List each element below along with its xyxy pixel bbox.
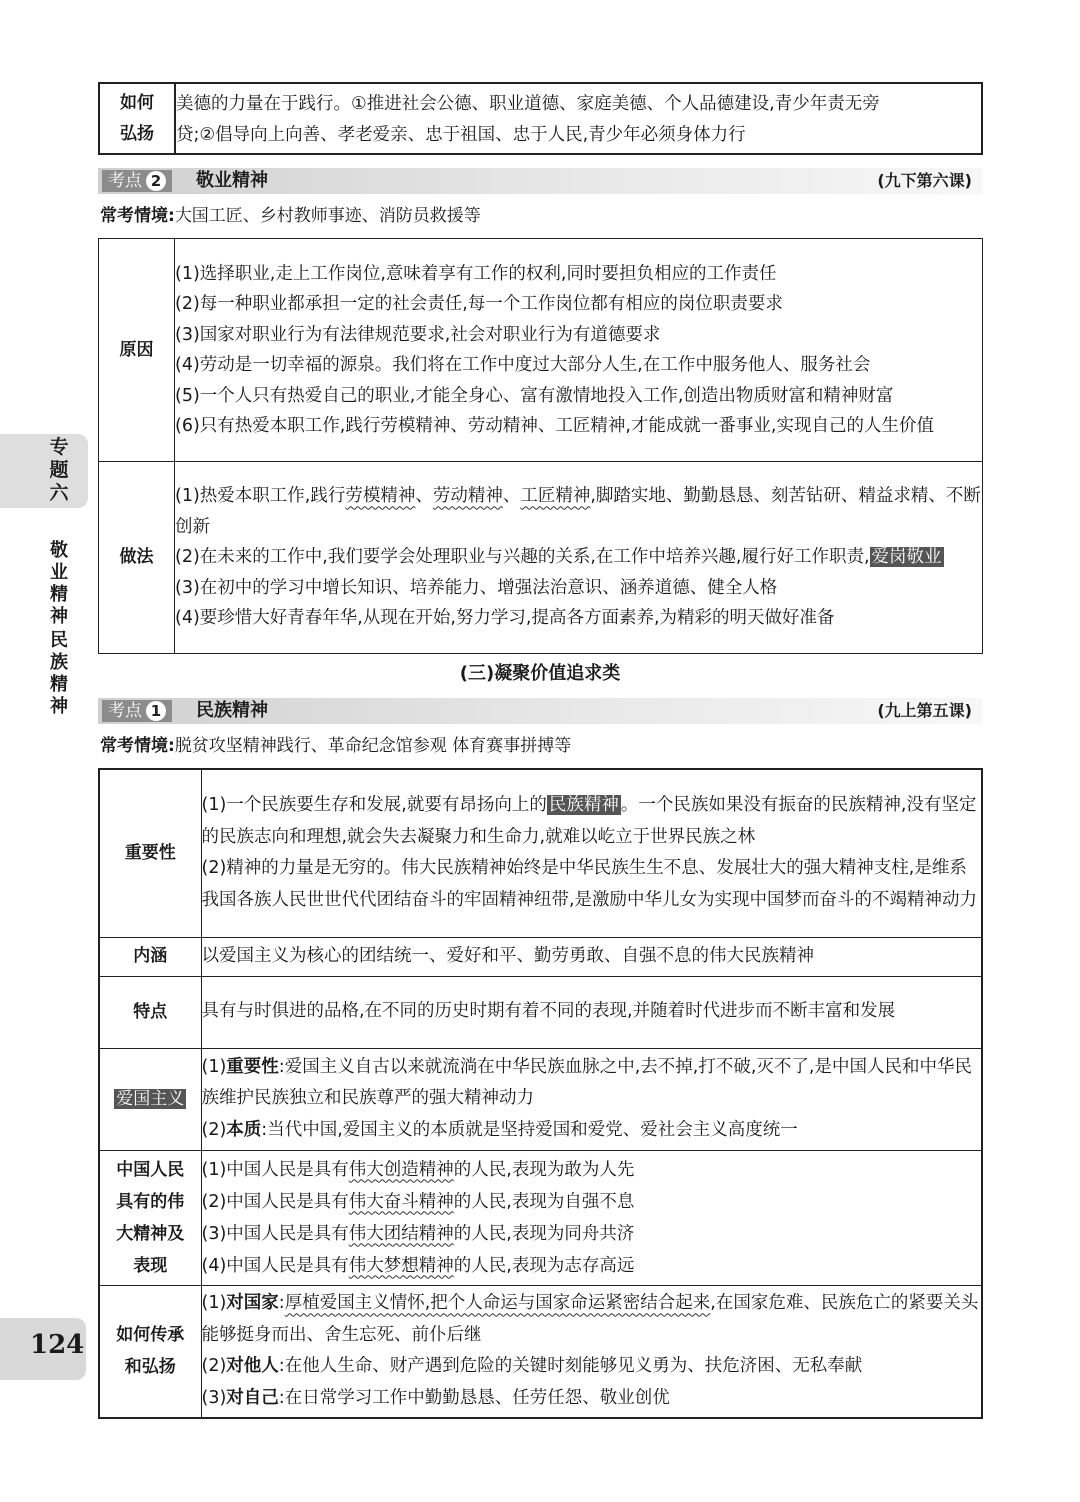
kaodian-1-badge: 考点 1 (102, 700, 172, 722)
kaodian-1-source: (九上第五课) (877, 701, 972, 720)
kaodian-2-scenario: 常考情境:大国工匠、乡村教师事迹、消防员救援等 (100, 206, 481, 226)
reason-content: (1)选择职业,走上工作岗位,意味着享有工作的权利,同时要担负相应的工作责任 (2)每一种职业都承担一定的社会责任,每一个工作岗位都有相应的岗位职责要求 (3)国家对职业行为有法律规范要求,社会对职业行为有道德要求 (4)劳动是一切幸福的源泉。我们将在工作中度过大部分人生,在工作中服务他人、服务社会 (5)一个人只有热爱自己的职业,才能全身心、富有激情地投入工作,创造出物质财富和精神财富 (6)只有热爱本职工作,践行劳模精神、劳动精神、工匠精神,才能成就一番事业,实现自己的人生价值 (175, 239, 983, 462)
kaodian-1-title: 民族精神 (196, 700, 268, 721)
side-sub1: 敬业精神 (50, 540, 68, 627)
importance-label: 重要性 (99, 769, 201, 937)
feature-label: 特点 (99, 976, 201, 1048)
kaodian-2-source: (九下第六课) (877, 171, 972, 190)
section-title: (三)凝聚价值追求类 (459, 663, 621, 684)
how-promote-label: 如何弘扬 (99, 83, 175, 154)
connotation-content: 以爱国主义为核心的团结统一、爱好和平、勤劳勇敢、自强不息的伟大民族精神 (201, 937, 982, 976)
virtue-table (98, 82, 983, 155)
side-sub2: 民族精神 (50, 630, 68, 717)
kaodian-1-bar (98, 698, 982, 724)
highlight-minzu: 民族精神 (548, 795, 619, 816)
patriotism-label: 爱国主义 (99, 1048, 201, 1150)
page-number: 124 (30, 1330, 85, 1360)
reason-label: 原因 (99, 239, 175, 462)
kaodian-2-title: 敬业精神 (196, 170, 268, 191)
connotation-label: 内涵 (99, 937, 201, 976)
dedication-table (98, 238, 983, 654)
kaodian-2-bar (98, 168, 982, 194)
kaodian-1-scenario: 常考情境:脱贫攻坚精神践行、革命纪念馆参观 体育赛事拼搏等 (100, 736, 572, 756)
method-label: 做法 (99, 462, 175, 654)
how-promote-content: 美德的力量在于践行。①推进社会公德、职业道德、家庭美德、个人品德建设,青少年责无旁 贷;②倡导向上向善、孝老爱亲、忠于祖国、忠于人民,青少年必须身体力行 (175, 83, 982, 154)
people-spirit-label: 中国人民具有的伟大精神及表现 (99, 1150, 201, 1285)
national-spirit-table (98, 768, 983, 1419)
inherit-label: 如何传承和弘扬 (99, 1285, 201, 1418)
people-spirit-content: (1)中国人民是具有伟大创造精神的人民,表现为敢为人先 (2)中国人民是具有伟大奋斗精神的人民,表现为自强不息 (3)中国人民是具有伟大团结精神的人民,表现为同舟共济 (4)中国人民是具有伟大梦想精神的人民,表现为志存高远 (201, 1150, 982, 1285)
feature-content: 具有与时俱进的品格,在不同的历史时期有着不同的表现,并随着时代进步而不断丰富和发展 (201, 976, 982, 1048)
side-topic: 专题六 (49, 436, 69, 504)
inherit-content: (1)对国家:厚植爱国主义情怀,把个人命运与国家命运紧密结合起来,在国家危难、民族危亡的紧要关头能够挺身而出、舍生忘死、前仆后继 (2)对他人:在他人生命、财产遇到危险的关键时刻能够见义勇为、扶危济困、无私奉献 (3)对自己:在日常学习工作中勤勤恳恳、任劳任怨、敬业创优 (201, 1285, 982, 1418)
kaodian-2-badge: 考点 2 (102, 170, 172, 192)
patriotism-content: (1)重要性:爱国主义自古以来就流淌在中华民族血脉之中,去不掉,打不破,灭不了,是中国人民和中华民族维护民族独立和民族尊严的强大精神动力 (2)本质:当代中国,爱国主义的本质就是坚持爱国和爱党、爱社会主义高度统一 (201, 1048, 982, 1150)
importance-content: (1)一个民族要生存和发展,就要有昂扬向上的 民族精神 。一个民族如果没有振奋的民族精神,没有坚定的民族志向和理想,就会失去凝聚力和生命力,就难以屹立于世界民族之林 (2)精神的力量是无穷的。伟大民族精神始终是中华民族生生不息、发展壮大的强大精神支柱,是维系我国各族人民世世代代团结奋斗的牢固精神纽带,是激励中华儿女为实现中国梦而奋斗的不竭精神动力 (201, 769, 982, 937)
method-content: (1)热爱本职工作,践行劳模精神、劳动精神、工匠精神,脚踏实地、勤勤恳恳、刻苦钻研、精益求精、不断创新 (2)在未来的工作中,我们要学会处理职业与兴趣的关系,在工作中培养兴趣,履行好工作职责, 爱岗敬业 (3)在初中的学习中增长知识、培养能力、增强法治意识、涵养道德、健全人格 (4)要珍惜大好青春年华,从现在开始,努力学习,提高各方面素养,为精彩的明天做好准备 (175, 462, 983, 654)
highlight-aigang: 爱岗敬业 (871, 547, 942, 568)
